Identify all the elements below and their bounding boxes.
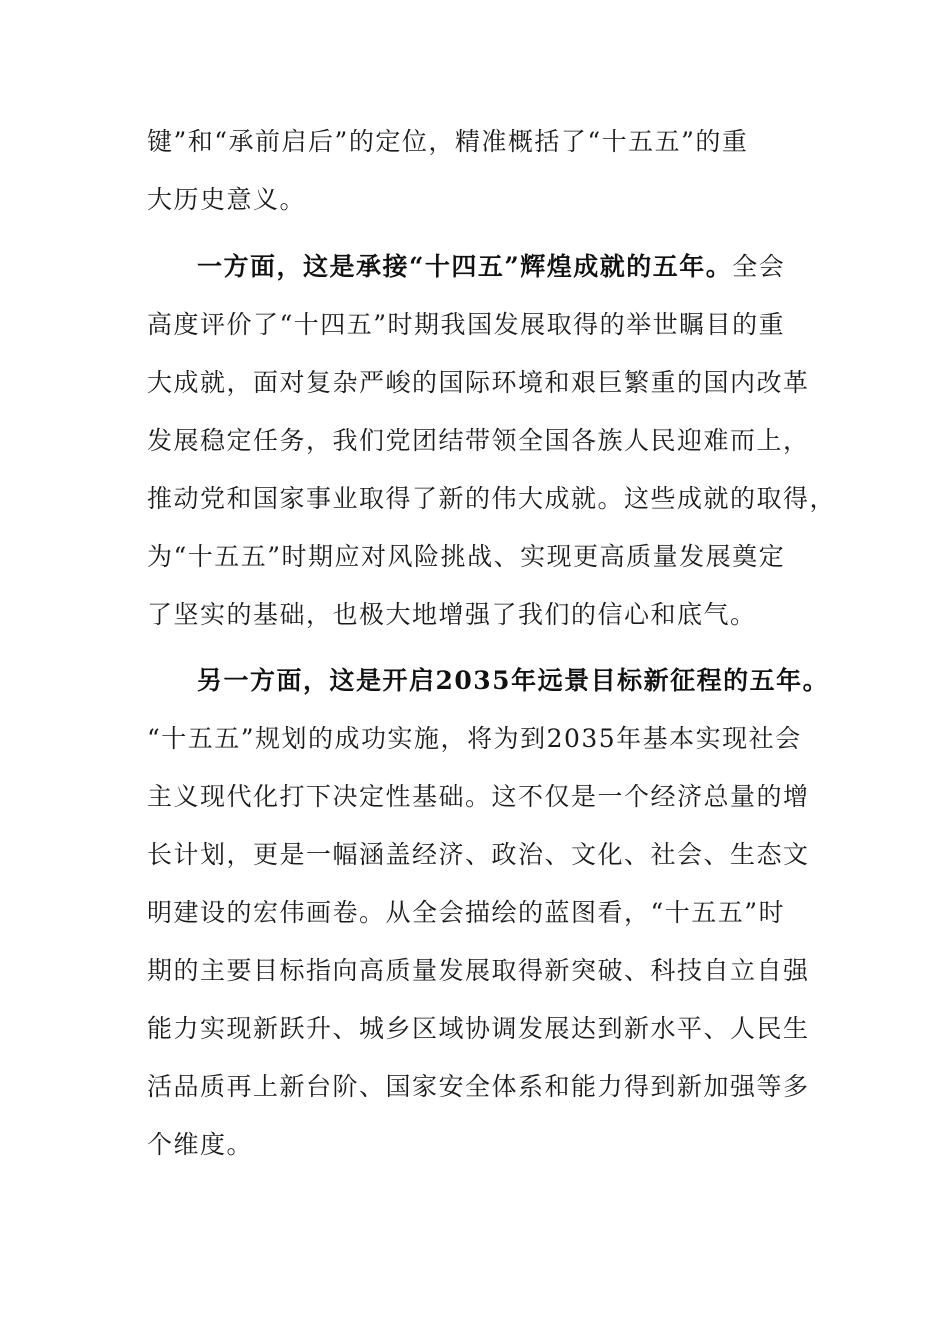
paragraph3-line-2: 主义现代化打下决定性基础。这不仅是一个经济总量的增	[147, 782, 810, 811]
paragraph2-line-2: 大成就，面对复杂严峻的国际环境和艰巨繁重的国内改革	[147, 368, 810, 397]
paragraph3-line-5: 期的主要目标指向高质量发展取得新突破、科技自立自强	[147, 956, 810, 985]
paragraph2-line-4: 推动党和国家事业取得了新的伟大成就。这些成就的取得，	[147, 484, 837, 513]
paragraph3-heading: 另一方面，这是开启2035年远景目标新征程的五年。	[197, 666, 830, 695]
paragraph3-line-7: 活品质再上新台阶、国家安全体系和能力得到新加强等多	[147, 1072, 810, 1101]
paragraph3-line-1: “十五五”规划的成功实施，将为到2035年基本实现社会	[147, 724, 802, 753]
paragraph3-line-8: 个维度。	[147, 1130, 254, 1159]
paragraph2-line-6: 了坚实的基础，也极大地增强了我们的信心和底气。	[147, 600, 757, 629]
paragraph2-first-line	[197, 247, 785, 287]
paragraph3-line-3: 长计划，更是一幅涵盖经济、政治、文化、社会、生态文	[147, 840, 810, 869]
paragraph3-line-4: 明建设的宏伟画卷。从全会描绘的蓝图看，“十五五”时	[147, 898, 786, 927]
paragraph2-line-3: 发展稳定任务，我们党团结带领全国各族人民迎难而上，	[147, 426, 810, 455]
paragraph2-line-1: 高度评价了“十四五”时期我国发展取得的举世瞩目的重	[147, 310, 786, 339]
paragraph3-line-6: 能力实现新跃升、城乡区域协调发展达到新水平、人民生	[147, 1014, 810, 1043]
paragraph2-heading-tail: 全会	[732, 252, 786, 281]
paragraph1-line-1: 键”和“承前启后”的定位，精准概括了“十五五”的重	[147, 127, 749, 156]
paragraph1-line-2: 大历史意义。	[147, 185, 307, 214]
paragraph2-line-5: 为“十五五”时期应对风险挑战、实现更高质量发展奠定	[147, 542, 786, 571]
paragraph2-heading: 一方面，这是承接“十四五”辉煌成就的五年。	[197, 252, 733, 281]
